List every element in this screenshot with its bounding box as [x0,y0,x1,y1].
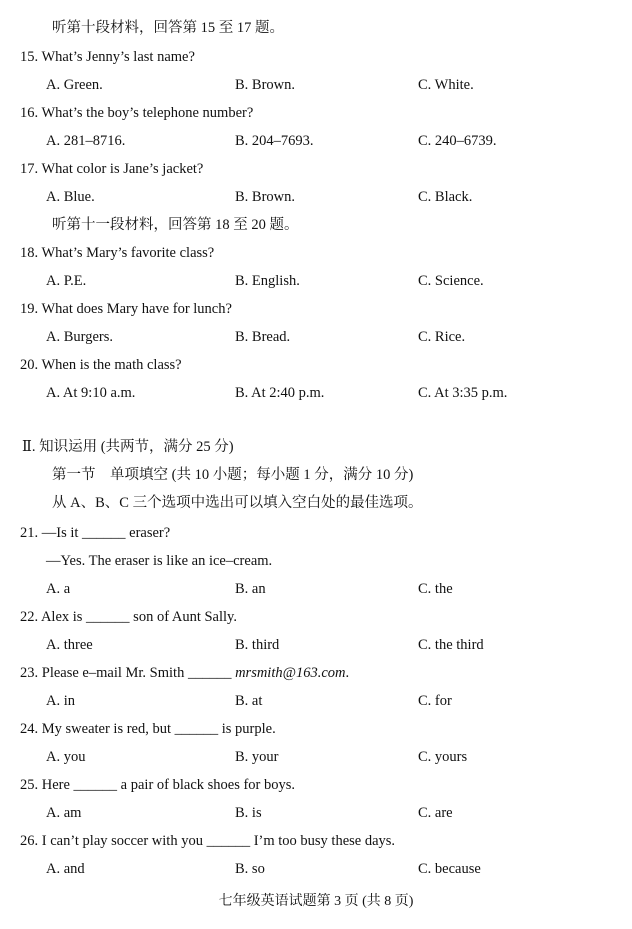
question-15-options [46,75,626,95]
option-a: A. At 9:10 a.m. [46,385,136,401]
option-a: A. P.E. [46,273,87,289]
question-17-options [46,187,626,207]
option-c: C. At 3:35 p.m. [418,385,508,401]
question-19-options [46,327,626,347]
option-a: A. Blue. [46,189,95,205]
option-b: B. 204–7693. [235,133,314,149]
option-a: A. you [46,749,86,765]
question-22-options [46,635,626,655]
question-23-text: 23. Please e–mail Mr. Smith ______ [20,665,236,681]
option-c: C. 240–6739. [418,133,497,149]
question-24-options [46,747,626,767]
question-23-options [46,691,626,711]
question-16: 16. What’s the boy’s telephone number? [20,105,254,121]
option-b: B. third [235,637,280,653]
option-b: B. Bread. [235,329,291,345]
option-b: B. your [235,749,279,765]
option-b: B. At 2:40 p.m. [235,385,325,401]
question-26: 26. I can’t play soccer with you ______ I’m too busy these days. [20,833,396,849]
option-a: A. a [46,581,71,597]
question-22: 22. Alex is ______ son of Aunt Sally. [20,609,237,625]
option-c: C. the third [418,637,484,653]
question-18-options [46,271,626,291]
question-25-options [46,803,626,823]
question-20-options [46,383,626,403]
question-26-options [46,859,626,879]
option-a: A. am [46,805,82,821]
question-21: 21. —Is it ______ eraser? [20,525,171,541]
option-c: C. White. [418,77,474,93]
option-a: A. Burgers. [46,329,113,345]
question-16-options [46,131,626,151]
page-footer: 七年级英语试题第 3 页 (共 8 页) [218,894,414,909]
option-b: B. Brown. [235,77,296,93]
option-b: B. Brown. [235,189,296,205]
option-c: C. Black. [418,189,473,205]
section-2-instructions: 从 A、B、C 三个选项中选出可以填入空白处的最佳选项。 [52,495,423,511]
option-c: C. Science. [418,273,484,289]
option-a: A. 281–8716. [46,133,126,149]
option-a: A. Green. [46,77,103,93]
question-23 [20,663,349,683]
section-2-part-1: 第一节 单项填空 (共 10 小题；每小题 1 分，满分 10 分) [52,467,414,483]
section-intro-11: 听第十一段材料，回答第 18 至 20 题。 [52,217,299,233]
option-b: B. English. [235,273,300,289]
question-15: 15. What’s Jenny’s last name? [20,49,195,65]
question-21-reply: —Yes. The eraser is like an ice–cream. [46,553,273,569]
section-intro-10: 听第十段材料，回答第 15 至 17 题。 [52,20,284,36]
question-18: 18. What’s Mary’s favorite class? [20,245,215,261]
question-17: 17. What color is Jane’s jacket? [20,161,204,177]
option-c: C. Rice. [418,329,466,345]
option-b: B. at [235,693,263,709]
option-b: B. so [235,861,265,877]
question-23-email: mrsmith@163.com [235,665,346,681]
question-19: 19. What does Mary have for lunch? [20,301,232,317]
option-a: A. three [46,637,93,653]
question-25: 25. Here ______ a pair of black shoes for boys. [20,777,296,793]
option-c: C. for [418,693,452,709]
option-c: C. the [418,581,453,597]
question-23-period: . [345,665,350,681]
section-2-title: Ⅱ. 知识运用 (共两节，满分 25 分) [22,439,234,455]
option-a: A. and [46,861,85,877]
option-a: A. in [46,693,75,709]
option-c: C. are [418,805,453,821]
question-20: 20. When is the math class? [20,357,182,373]
option-b: B. is [235,805,262,821]
option-c: C. yours [418,749,468,765]
question-24: 24. My sweater is red, but ______ is purple. [20,721,276,737]
option-c: C. because [418,861,481,877]
question-21-options [46,579,626,599]
option-b: B. an [235,581,266,597]
